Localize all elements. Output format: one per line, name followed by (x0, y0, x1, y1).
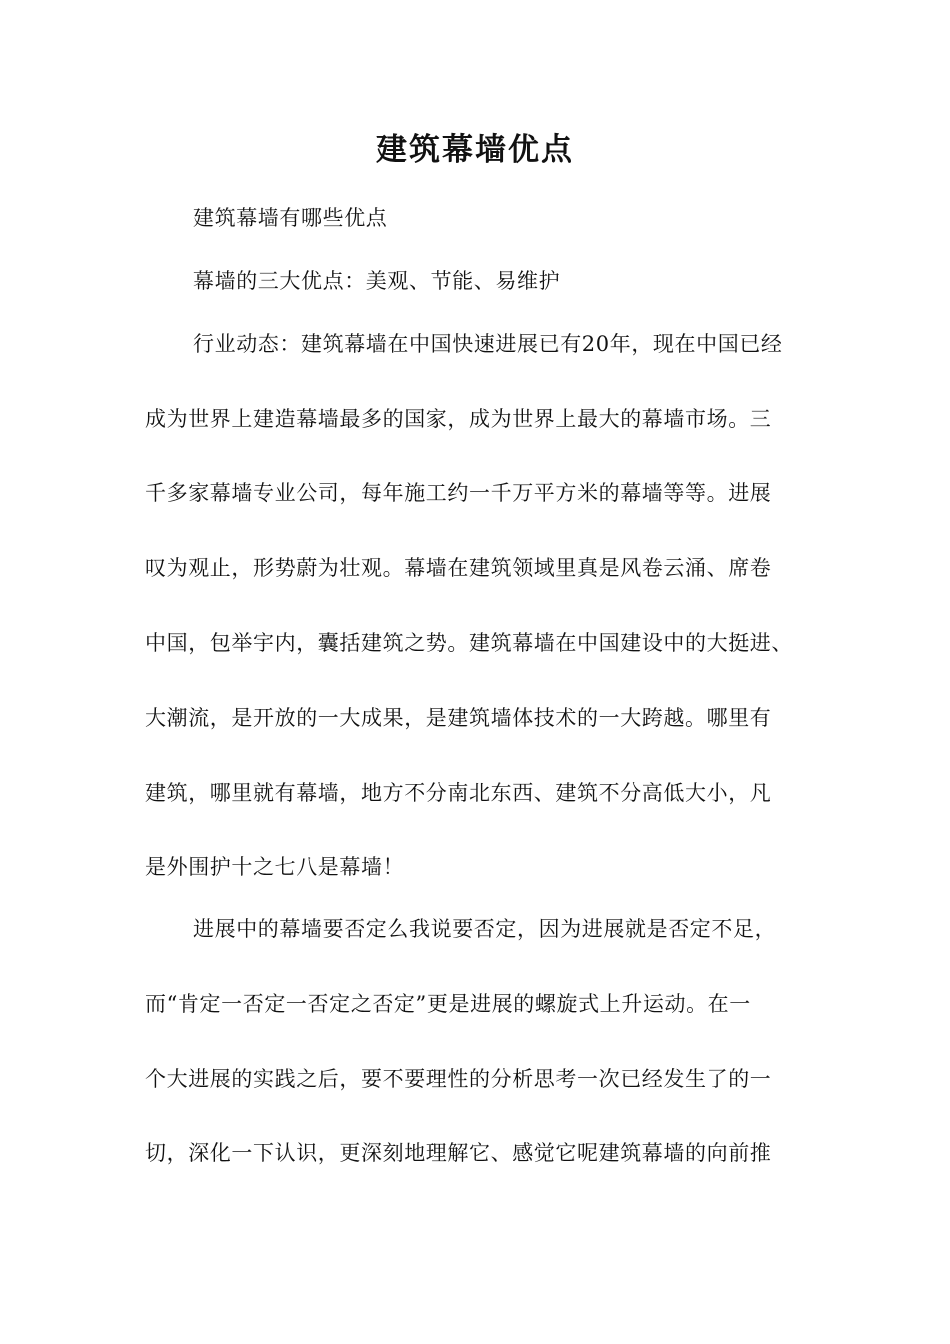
paragraph-line: 千多家幕墙专业公司，每年施工约一千万平方米的幕墙等等。进展 (145, 481, 772, 505)
paragraph-line: 进展中的幕墙要否定么我说要否定，因为进展就是否定不足， (193, 917, 777, 941)
paragraph-line: 而“肯定一否定一否定之否定”更是进展的螺旋式上升运动。在一 (145, 992, 751, 1016)
document-title: 建筑幕墙优点 (376, 132, 574, 168)
paragraph-line: 是外围护十之七八是幕墙！ (145, 855, 405, 879)
paragraph-line: 建筑，哪里就有幕墙，地方不分南北东西、建筑不分高低大小，凡 (145, 781, 772, 805)
paragraph-line: 大潮流，是开放的一大成果，是建筑墙体技术的一大跨越。哪里有 (145, 706, 772, 730)
paragraph-line: 切，深化一下认识，更深刻地理解它、感觉它呢建筑幕墙的向前推 (145, 1141, 772, 1165)
paragraph-line: 叹为观止，形势蔚为壮观。幕墙在建筑领域里真是风卷云涌、席卷 (145, 556, 772, 580)
paragraph-line: 中国，包举宇内，囊括建筑之势。建筑幕墙在中国建设中的大挺进、 (145, 631, 793, 655)
subheading-line: 幕墙的三大优点：美观、节能、易维护 (193, 269, 561, 293)
paragraph-line: 行业动态：建筑幕墙在中国快速进展已有20年，现在中国已经 (193, 332, 783, 356)
paragraph-line: 个大进展的实践之后，要不要理性的分析思考一次已经发生了的一 (145, 1067, 772, 1091)
paragraph-line: 成为世界上建造幕墙最多的国家，成为世界上最大的幕墙市场。三 (145, 407, 772, 431)
heading-line: 建筑幕墙有哪些优点 (193, 206, 388, 230)
